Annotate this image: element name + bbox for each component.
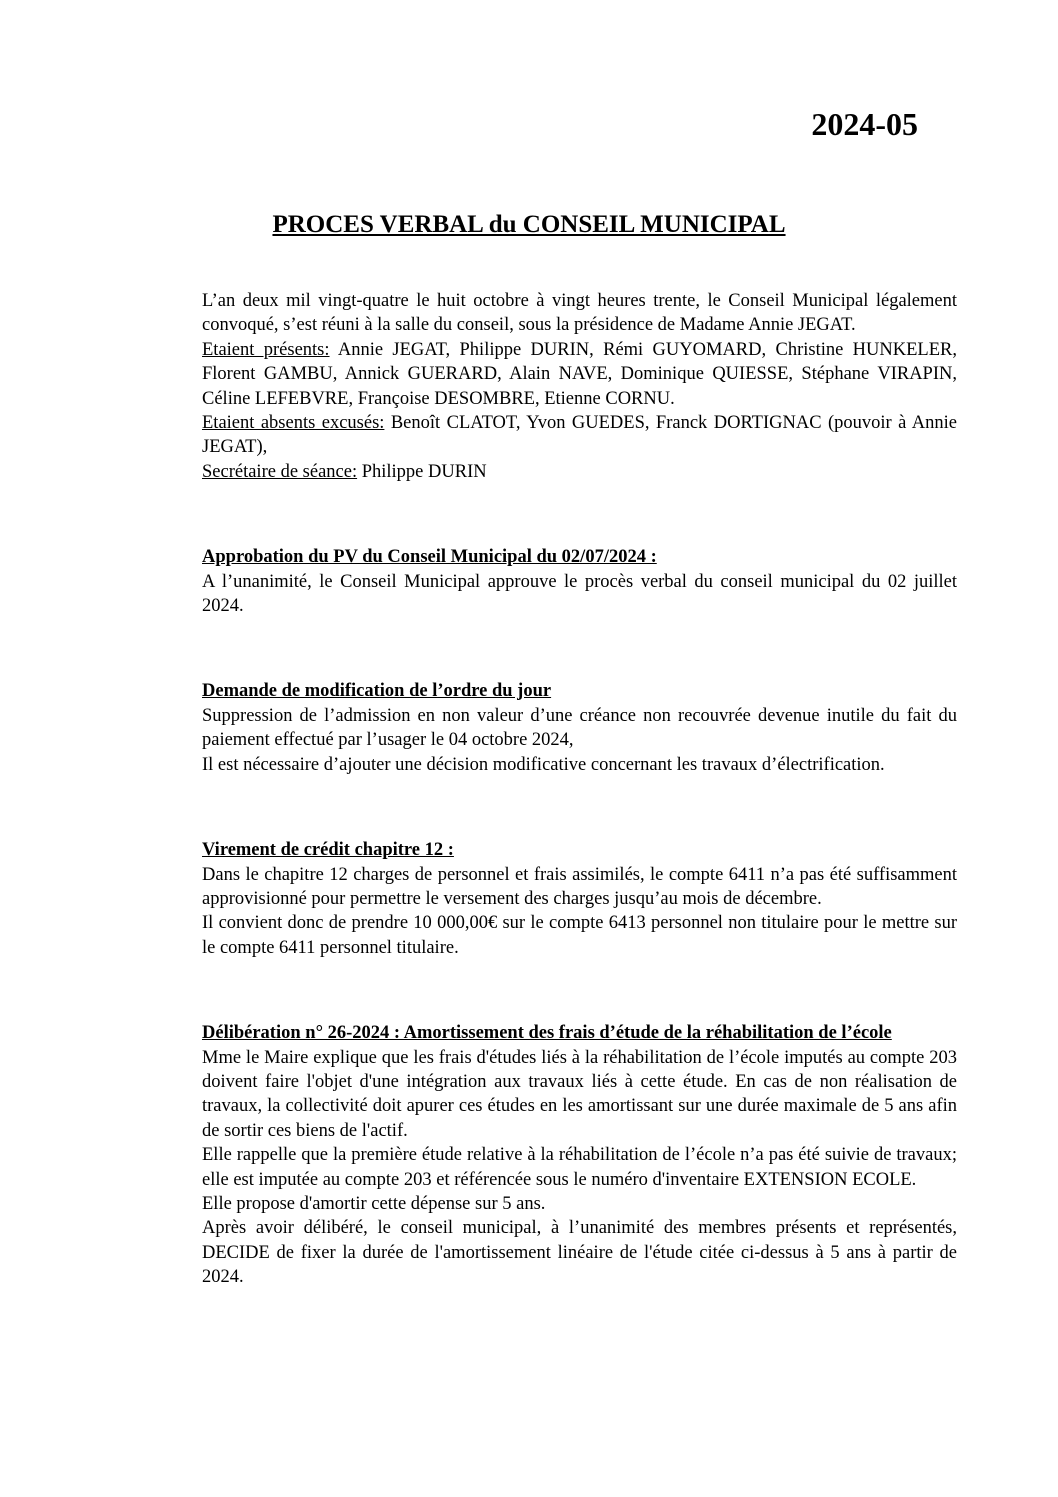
present-members: [202, 338, 957, 411]
secretary-label: Secrétaire de séance:: [202, 461, 358, 482]
section-paragraph: Elle rappelle que la première étude relative à la réhabilitation de l’école n’a pas été suivie de travaux; elle est imputée au compte 203 et référencée sous le numéro d'inventaire EXTENSION ECOLE.: [202, 1145, 957, 1190]
absent-names: Benoît CLATOT, Yvon GUEDES, Franck DORTIGNAC (pouvoir à Annie JEGAT),: [202, 413, 957, 458]
section-heading: Demande de modification de l’ordre du jour: [202, 681, 552, 702]
section-heading: Virement de crédit chapitre 12 :: [202, 840, 454, 861]
section-paragraph: Après avoir délibéré, le conseil municipal, à l’unanimité des membres présents et représentés, DECIDE de fixer la durée de l'amortissement linéaire de l'étude citée ci-dessus à 5 ans à partir de 2024.: [202, 1218, 957, 1288]
document-number: 2024-05: [811, 106, 918, 142]
section-paragraph: Dans le chapitre 12 charges de personnel et frais assimilés, le compte 6411 n’a pas été suffisamment approvisionné pour permettre le versement des charges jusqu’au mois de décembre.: [202, 864, 957, 909]
section-deliberation-26-2024: [202, 1021, 957, 1289]
section-heading: Approbation du PV du Conseil Municipal du 02/07/2024 :: [202, 547, 657, 568]
section-paragraph: Il est nécessaire d’ajouter une décision modificative concernant les travaux d’électrification.: [202, 754, 885, 775]
section-paragraph: Suppression de l’admission en non valeur d’une créance non recouvrée devenue inutile du fait du paiement effectué par l’usager le 04 octobre 2024,: [202, 705, 957, 751]
present-names: Annie JEGAT, Philippe DURIN, Rémi GUYOMARD, Christine HUNKELER, Florent GAMBU, Annick GUERARD, Alain NAVE, Dominique QUIESSE, Stéphane VIRAPIN, Céline LEFEBVRE, Françoise DESOMBRE, Etienne CORNU.: [202, 339, 957, 409]
document-body: [202, 289, 957, 1290]
secretary-name: Philippe DURIN: [357, 461, 487, 482]
absent-members: [202, 411, 957, 460]
section-pv-approval: [202, 545, 957, 618]
section-heading: Délibération n° 26-2024 : Amortissement des frais d’étude de la réhabilitation de l’école: [202, 1023, 892, 1044]
section-paragraph: Il convient donc de prendre 10 000,00€ sur le compte 6413 personnel non titulaire pour le mettre sur le compte 6411 personnel titulaire.: [202, 913, 957, 958]
section-credit-transfer: [202, 838, 957, 960]
section-paragraph: Elle propose d'amortir cette dépense sur 5 ans.: [202, 1193, 546, 1214]
present-label: Etaient présents:: [202, 339, 330, 360]
intro-section: [202, 289, 957, 484]
absent-label: Etaient absents excusés:: [202, 413, 385, 434]
section-paragraph: Mme le Maire explique que les frais d'études liés à la réhabilitation de l’école imputés au compte 203 doivent faire l'objet d'une intégration aux travaux liés à cette étude. En cas de non réalisation de travaux, la collectivité doit apurer ces études en les amortissant sur une durée maximale de 5 ans afin de sortir ces biens de l'actif.: [202, 1047, 957, 1141]
document-title: PROCES VERBAL du CONSEIL MUNICIPAL: [272, 211, 786, 238]
section-paragraph: A l’unanimité, le Conseil Municipal approuve le procès verbal du conseil municipal du 02 juillet 2024.: [202, 571, 957, 617]
intro-opening: L’an deux mil vingt-quatre le huit octobre à vingt heures trente, le Conseil Municipal légalement convoqué, s’est réuni à la salle du conseil, sous la présidence de Madame Annie JEGAT.: [202, 291, 957, 336]
section-agenda-change: [202, 679, 957, 777]
secretary: [202, 460, 957, 484]
